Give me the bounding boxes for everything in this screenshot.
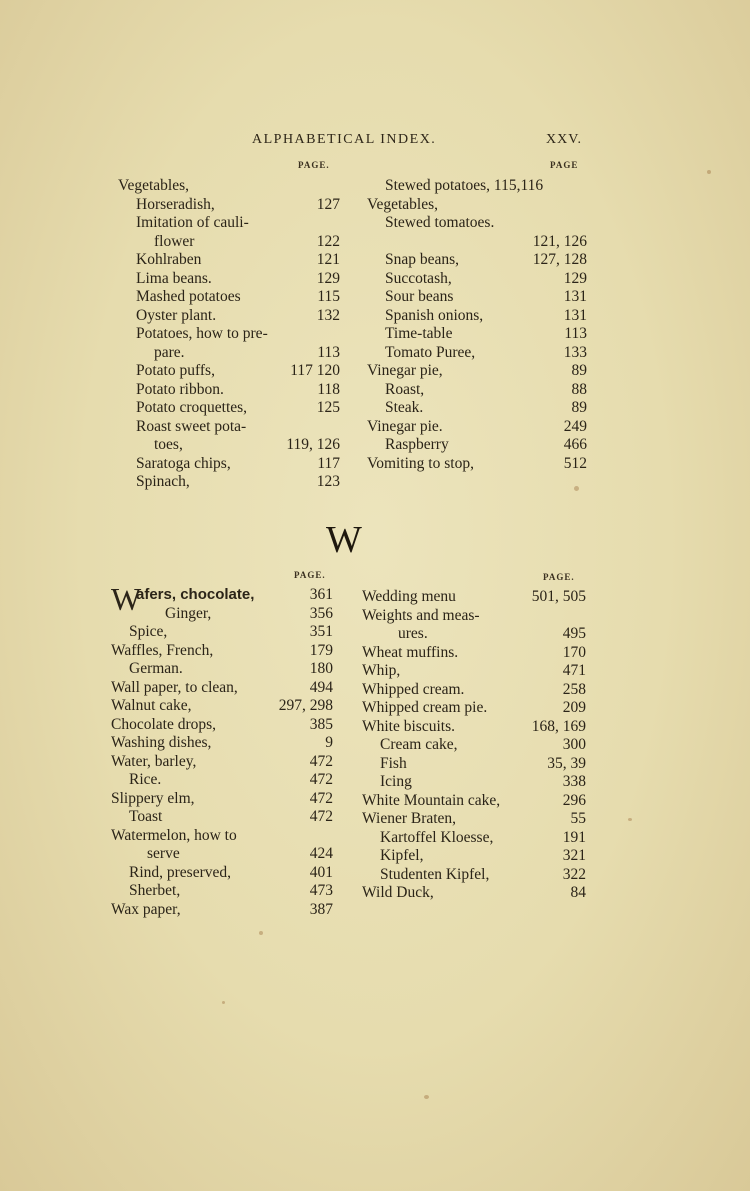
index-entry-pages: 133 xyxy=(563,343,587,361)
index-entry-pages: 258 xyxy=(562,680,586,698)
index-entry-label: afers, chocolate, xyxy=(136,586,255,603)
index-entry-pages: 501, 505 xyxy=(531,588,586,605)
index-entry-pages: 9 xyxy=(325,734,333,751)
index-entry-label: toes, xyxy=(154,436,183,453)
index-entry xyxy=(367,381,587,400)
index-entry-label: Spanish onions, xyxy=(385,306,484,324)
index-entry xyxy=(362,699,586,718)
index-entry-label: Wiener Braten, xyxy=(362,810,457,827)
index-entry-label: Vomiting to stop, xyxy=(367,454,474,472)
index-entry-pages: 131 xyxy=(563,288,587,305)
index-entry-pages: 121 xyxy=(316,251,340,268)
index-entry-label: Steak. xyxy=(385,399,424,416)
index-entry xyxy=(111,882,333,901)
drop-cap-w: W xyxy=(111,581,142,617)
index-entry-pages: 131 xyxy=(563,306,587,324)
index-entry-label: Walnut cake, xyxy=(111,697,192,714)
index-entry xyxy=(118,214,340,233)
index-entry xyxy=(111,827,333,846)
index-entry xyxy=(111,679,333,698)
index-entry-pages: 123 xyxy=(316,473,340,490)
index-entry xyxy=(111,771,333,790)
index-entry-pages: 119, 126 xyxy=(286,436,340,453)
index-entry-pages: 180 xyxy=(309,660,333,677)
index-entry xyxy=(367,436,587,455)
index-entry xyxy=(118,307,340,326)
index-entry xyxy=(111,642,333,661)
index-entry-pages: 35, 39 xyxy=(547,754,586,772)
index-entry-label: Saratoga chips, xyxy=(136,454,231,472)
index-entry-label: Raspberry xyxy=(385,436,449,453)
index-entry-label: Snap beans, xyxy=(385,251,460,268)
index-entry-pages: 125 xyxy=(316,399,340,416)
index-entry-label: Kartoffel Kloesse, xyxy=(380,828,494,846)
index-entry-label: Cream cake, xyxy=(380,736,458,753)
index-entry xyxy=(362,607,586,626)
index-entry-label: Whipped cream. xyxy=(362,680,465,698)
index-entry-label: Whipped cream pie. xyxy=(362,699,488,716)
index-entry-label: Potatoes, how to pre- xyxy=(136,325,268,342)
index-entry-label: Potato puffs, xyxy=(136,362,215,379)
index-entry-label: ures. xyxy=(398,625,428,642)
index-entry-pages: 209 xyxy=(562,699,586,716)
index-entry xyxy=(111,864,333,883)
index-entry-label: Wall paper, to clean, xyxy=(111,678,238,696)
index-entry-label: Time-table xyxy=(385,325,453,342)
index-entry-label: Waffles, French, xyxy=(111,641,214,659)
index-entry-pages: 495 xyxy=(562,625,586,642)
index-entry-pages: 129 xyxy=(316,269,340,287)
index-entry-label: Roast, xyxy=(385,380,425,398)
index-entry-label: serve xyxy=(147,845,180,862)
page-column-label-left: PAGE. xyxy=(298,160,330,170)
index-entry-label: Oyster plant. xyxy=(136,306,217,324)
index-entry-pages: 471 xyxy=(562,662,586,679)
index-entry-label: Stewed potatoes, 115,116 xyxy=(385,177,544,194)
index-entry xyxy=(367,307,587,326)
index-column-top-left xyxy=(118,177,340,492)
index-entry xyxy=(118,233,340,252)
section-letter-w: W xyxy=(326,519,362,561)
index-entry-label: Wedding menu xyxy=(362,588,456,605)
index-entry xyxy=(362,736,586,755)
index-entry-pages: 512 xyxy=(563,454,587,472)
index-entry xyxy=(367,251,587,270)
index-column-top-right xyxy=(367,177,587,473)
index-entry-pages: 472 xyxy=(309,752,333,770)
index-entry xyxy=(111,808,333,827)
index-entry-label: Sherbet, xyxy=(129,882,181,899)
index-entry-pages: 117 120 xyxy=(290,362,340,379)
index-entry xyxy=(111,734,333,753)
index-entry-label: pare. xyxy=(154,343,185,361)
index-entry-label: Potato ribbon. xyxy=(136,380,224,398)
index-entry-pages: 89 xyxy=(571,399,587,416)
index-entry-label: Kohlraben xyxy=(136,251,202,268)
index-entry xyxy=(111,623,333,642)
index-entry xyxy=(111,790,333,809)
index-entry xyxy=(362,625,586,644)
index-entry-label: Ginger, xyxy=(165,604,212,622)
index-entry-pages: 115 xyxy=(317,288,340,305)
index-entry-pages: 297, 298 xyxy=(278,697,333,714)
index-entry-label: Chocolate drops, xyxy=(111,715,217,733)
index-entry xyxy=(118,196,340,215)
index-entry-label: Tomato Puree, xyxy=(385,343,476,361)
index-entry xyxy=(362,810,586,829)
index-entry-label: Weights and meas- xyxy=(362,606,480,624)
index-entry-label: Roast sweet pota- xyxy=(136,417,247,435)
index-entry xyxy=(111,901,333,920)
index-entry-label: Vegetables, xyxy=(118,177,190,194)
index-entry-pages: 132 xyxy=(316,306,340,324)
index-entry xyxy=(111,716,333,735)
index-entry-pages: 55 xyxy=(570,810,586,827)
index-entry xyxy=(362,588,586,607)
index-entry-label: Vinegar pie, xyxy=(367,362,443,379)
index-entry xyxy=(111,697,333,716)
index-entry xyxy=(118,436,340,455)
index-column-w-left xyxy=(111,581,333,919)
index-entry xyxy=(367,418,587,437)
index-entry-pages: 401 xyxy=(309,863,333,881)
index-entry xyxy=(367,399,587,418)
index-entry-label: Mashed potatoes xyxy=(136,288,241,305)
index-entry xyxy=(362,644,586,663)
index-entry-pages: 170 xyxy=(562,643,586,661)
index-entry xyxy=(118,325,340,344)
index-entry-pages: 121, 126 xyxy=(532,232,587,250)
index-entry xyxy=(118,455,340,474)
index-entry-label: Vinegar pie. xyxy=(367,417,443,435)
index-entry xyxy=(362,792,586,811)
index-entry-pages: 89 xyxy=(571,362,587,379)
index-entry-pages: 387 xyxy=(309,900,333,918)
index-entry xyxy=(367,288,587,307)
index-entry-pages: 356 xyxy=(309,604,333,622)
index-entry xyxy=(367,455,587,474)
index-entry-label: Kipfel, xyxy=(380,847,424,864)
index-entry-label: Water, barley, xyxy=(111,752,197,770)
index-entry-pages: 351 xyxy=(309,623,333,640)
index-entry-label: Vegetables, xyxy=(367,195,439,213)
index-entry-label: German. xyxy=(129,660,183,677)
index-entry-pages: 300 xyxy=(562,736,586,753)
index-entry xyxy=(362,718,586,737)
index-entry-pages: 473 xyxy=(309,882,333,899)
index-entry xyxy=(118,270,340,289)
index-entry xyxy=(118,418,340,437)
index-entry-pages: 88 xyxy=(571,380,587,398)
index-entry-pages: 113 xyxy=(317,343,340,361)
index-entry-pages: 191 xyxy=(562,828,586,846)
page-column-label-w-right: PAGE. xyxy=(543,572,575,582)
index-entry-pages: 168, 169 xyxy=(531,717,586,735)
index-entry xyxy=(118,381,340,400)
index-entry xyxy=(118,399,340,418)
index-entry-pages: 322 xyxy=(562,865,586,883)
paper-speck xyxy=(424,1095,429,1099)
index-entry xyxy=(362,829,586,848)
index-entry xyxy=(362,884,586,903)
index-entry-label: flower xyxy=(154,232,195,250)
index-entry xyxy=(367,214,587,233)
paper-speck xyxy=(259,931,263,935)
index-entry-label: Toast xyxy=(129,808,163,825)
index-entry xyxy=(362,755,586,774)
index-entry xyxy=(118,177,340,196)
index-entry-pages: 127, 128 xyxy=(532,251,587,268)
index-entry-pages: 179 xyxy=(309,641,333,659)
index-entry-label: Rice. xyxy=(129,771,162,788)
index-entry-label: Rind, preserved, xyxy=(129,863,232,881)
index-entry xyxy=(118,251,340,270)
index-entry-pages: 472 xyxy=(309,771,333,788)
index-entry xyxy=(362,773,586,792)
index-entry-pages: 113 xyxy=(564,325,587,342)
index-entry-label: Imitation of cauli- xyxy=(136,214,249,231)
index-entry-label: White biscuits. xyxy=(362,717,455,735)
index-entry-label: Wild Duck, xyxy=(362,884,434,901)
index-entry xyxy=(367,325,587,344)
index-entry-label: Slippery elm, xyxy=(111,789,195,807)
index-entry-pages: 472 xyxy=(309,789,333,807)
index-entry-pages: 466 xyxy=(563,436,587,453)
index-entry xyxy=(367,177,587,196)
index-entry-pages: 338 xyxy=(562,773,586,790)
index-entry xyxy=(111,605,333,624)
paper-speck xyxy=(574,486,579,491)
index-entry-label: Washing dishes, xyxy=(111,734,212,751)
index-entry-pages: 472 xyxy=(309,808,333,825)
index-entry-label: White Mountain cake, xyxy=(362,791,501,809)
index-entry xyxy=(362,866,586,885)
index-entry-pages: 118 xyxy=(317,380,340,398)
index-entry-label: Icing xyxy=(380,773,412,790)
index-entry-label: Horseradish, xyxy=(136,195,215,213)
index-entry-label: Studenten Kipfel, xyxy=(380,865,490,883)
running-header-title: ALPHABETICAL INDEX. xyxy=(252,132,437,147)
index-entry xyxy=(111,660,333,679)
index-entry-label: Fish xyxy=(380,754,407,772)
index-entry-pages: 321 xyxy=(562,847,586,864)
index-entry xyxy=(367,270,587,289)
index-entry-pages: 249 xyxy=(563,417,587,435)
index-entry-pages: 424 xyxy=(309,845,333,862)
index-entry-pages: 129 xyxy=(563,269,587,287)
index-entry xyxy=(118,473,340,492)
index-entry xyxy=(367,233,587,252)
index-entry-pages: 361 xyxy=(309,586,333,603)
index-entry xyxy=(362,681,586,700)
index-entry-pages: 296 xyxy=(562,791,586,809)
index-entry-label: Watermelon, how to xyxy=(111,826,237,844)
index-entry xyxy=(111,845,333,864)
index-entry-label: Whip, xyxy=(362,662,401,679)
page-column-label-w-left: PAGE. xyxy=(294,570,326,580)
index-entry xyxy=(118,288,340,307)
index-entry-label: Spice, xyxy=(129,623,168,640)
index-entry-label: Spinach, xyxy=(136,473,190,490)
index-entry xyxy=(367,362,587,381)
index-entry xyxy=(362,662,586,681)
index-entry-label: Succotash, xyxy=(385,269,452,287)
index-entry-pages: 122 xyxy=(316,232,340,250)
paper-speck xyxy=(628,818,632,821)
index-entry-label: Stewed tomatoes. xyxy=(385,214,495,231)
index-entry-label: Sour beans xyxy=(385,288,454,305)
index-entry xyxy=(367,344,587,363)
running-header-page-number: XXV. xyxy=(546,132,583,147)
index-entry-pages: 117 xyxy=(317,454,340,472)
index-entry-pages: 494 xyxy=(309,678,333,696)
index-entry xyxy=(118,362,340,381)
paper-speck xyxy=(707,170,711,174)
index-entry xyxy=(111,753,333,772)
index-entry-pages: 385 xyxy=(309,715,333,733)
index-column-w-right xyxy=(362,588,586,903)
index-entry-label: Lima beans. xyxy=(136,269,212,287)
index-entry-pages: 84 xyxy=(570,884,586,901)
index-entry xyxy=(118,344,340,363)
index-entry-label: Wax paper, xyxy=(111,900,181,918)
index-entry xyxy=(367,196,587,215)
page-column-label-right: PAGE xyxy=(550,160,579,170)
index-entry-label: Potato croquettes, xyxy=(136,399,248,416)
paper-speck xyxy=(222,1001,225,1004)
index-entry-pages: 127 xyxy=(316,195,340,213)
index-entry xyxy=(362,847,586,866)
index-entry-label: Wheat muffins. xyxy=(362,643,459,661)
